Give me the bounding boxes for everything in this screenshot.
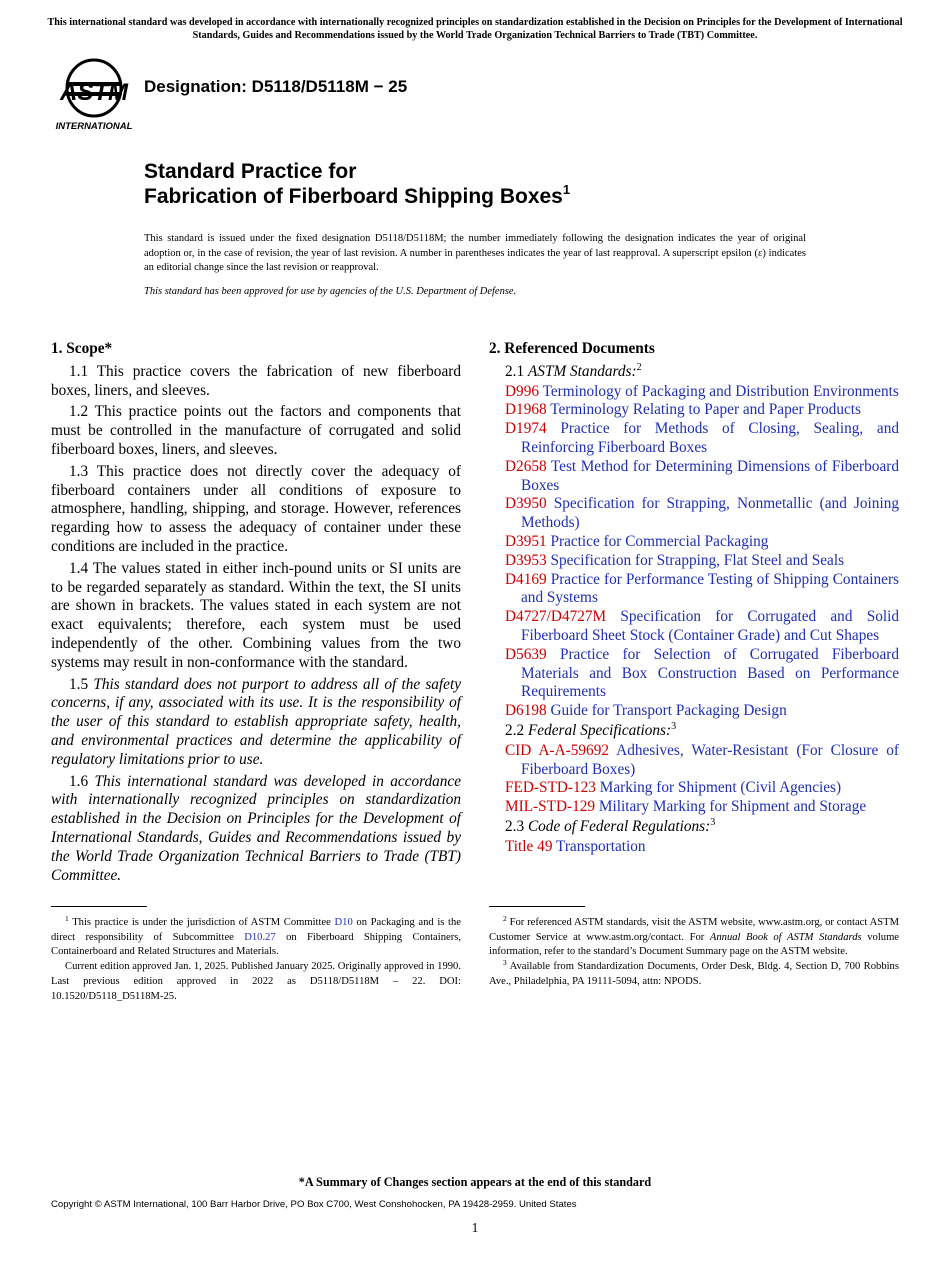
footnote-rule xyxy=(51,906,147,907)
footnote-text: on Fiberboard Shipping Containers, Containerboard and Related Structures and Materials. xyxy=(51,931,461,958)
reference-item xyxy=(489,401,899,420)
reference-item xyxy=(489,646,899,702)
designation: Designation: D5118/D5118M − 25 xyxy=(144,77,408,96)
reference-item xyxy=(489,495,899,533)
footnotes-left xyxy=(51,916,461,1004)
footnote-text: This practice is under the jurisdiction of ASTM Committee xyxy=(72,917,331,928)
reference-title-link[interactable]: Practice for Performance Testing of Shipping Containers and Systems xyxy=(521,570,899,607)
footnote-mark: 1 xyxy=(65,914,69,923)
reference-code-link[interactable]: D2658 xyxy=(505,457,547,475)
scope-heading: 1. Scope* xyxy=(51,340,113,357)
subsection-label: Code of Federal Regulations: xyxy=(527,817,711,835)
footnote-text: Available from Standardization Documents, Order Desk, Bldg. 4, Section D, 700 Robbins Ave., Philadelphia, PA 19111-5094, attn: NPODS. xyxy=(489,961,899,987)
reference-title-link[interactable]: Practice for Commercial Packaging xyxy=(550,532,769,550)
reference-item xyxy=(489,702,899,721)
footnote-text: For referenced ASTM standards, visit the ASTM website, www.astm.org, or contact ASTM Customer Service at www.astm.org/contact. For xyxy=(489,917,899,943)
footnotes-right xyxy=(489,916,899,990)
reference-code-link[interactable]: D5639 xyxy=(505,645,547,663)
scope-para: 1.3 This practice does not directly cover the adequacy of fiberboard containers under all conditions of exposure to atmosphere, handling, shipping, and storage. However, references regarding how to assess the adequacy of container under these conditions are included in the practice. xyxy=(51,462,461,555)
reference-code-link[interactable]: CID A-A-59692 xyxy=(505,741,609,759)
reference-code-link[interactable]: MIL-STD-129 xyxy=(505,798,596,816)
federal-reference-list xyxy=(489,742,899,817)
footnote-2 xyxy=(489,916,899,960)
reference-title-link[interactable]: Transportation xyxy=(556,837,646,855)
astm-logo xyxy=(53,54,135,132)
copyright: Copyright © ASTM International, 100 Barr Harbor Drive, PO Box C700, West Conshohocken, PA 19428-2959. United States xyxy=(51,1199,577,1210)
footnote-text: on Packaging and is the direct responsibility of Subcommittee xyxy=(51,917,462,943)
reference-title-link[interactable]: Guide for Transport Packaging Design xyxy=(550,702,787,720)
title-line-2 xyxy=(144,184,570,209)
footnote-mark: 3 xyxy=(503,958,507,968)
subsection-label: Federal Specifications: xyxy=(527,721,672,739)
footnote-mark[interactable]: 2 xyxy=(636,361,642,373)
reference-code-link[interactable]: D4169 xyxy=(505,570,547,588)
federal-specs-label xyxy=(489,722,899,741)
subsection-label: ASTM Standards: xyxy=(527,362,637,380)
logo-subtext: INTERNATIONAL xyxy=(55,121,133,132)
document-title xyxy=(144,159,570,209)
reference-item xyxy=(489,383,899,402)
reference-title-link[interactable]: Marking for Shipment (Civil Agencies) xyxy=(599,779,842,797)
footnote-text: volume information, refer to the standard’s Document Summary page on the ASTM website. xyxy=(489,931,900,958)
subsection-number: 2.2 xyxy=(505,721,525,739)
logo-text: ASTM xyxy=(60,79,128,106)
reference-item xyxy=(489,838,899,857)
footnote-italic: Annual Book of ASTM Standards xyxy=(709,931,862,943)
reference-item xyxy=(489,552,899,571)
subsection-number: 2.3 xyxy=(505,817,525,835)
reference-code-link[interactable]: D3950 xyxy=(505,495,547,513)
committee-link[interactable]: D10 xyxy=(334,917,353,928)
footnote-rule xyxy=(489,906,585,907)
reference-code-link[interactable]: FED-STD-123 xyxy=(505,779,596,797)
reference-code-link[interactable]: Title 49 xyxy=(505,837,553,855)
scope-para: 1.1 This practice covers the fabrication of new fiberboard boxes, liners, and sleeves. xyxy=(51,362,461,399)
reference-title-link[interactable]: Military Marking for Shipment and Storage xyxy=(598,798,867,816)
reference-item xyxy=(489,533,899,552)
reference-item xyxy=(489,458,899,496)
reference-title-link[interactable]: Specification for Corrugated and Solid Fiberboard Sheet Stock (Container Grade) and Cut Shapes xyxy=(521,608,900,644)
title-line-1: Standard Practice for xyxy=(144,160,357,183)
footnote-1 xyxy=(51,916,461,960)
reference-title-link[interactable]: Practice for Methods of Closing, Sealing, and Reinforcing Fiberboard Boxes xyxy=(521,420,900,456)
footnote-mark[interactable]: 3 xyxy=(710,816,716,828)
safety-text: This standard does not purport to address all of the safety concerns, if any, associated with its use. It is the responsibility of the user of this standard to establish appropriate safety, health, and environmental practices and determine the applicability of regulatory limitations prior to use. xyxy=(51,675,461,768)
scope-para-wto xyxy=(51,773,461,886)
reference-code-link[interactable]: D1974 xyxy=(505,420,547,438)
issuance-note: This standard is issued under the fixed designation D5118/D5118M; the number immediately following the designation indicates the year of original adoption or, in the case of revision, the year of last revision. A number in parentheses indicates the year of last reapproval. A superscript epsilon (ε) indicates an editorial change since the last revision or reapproval. xyxy=(144,233,806,273)
reference-code-link[interactable]: D1968 xyxy=(505,401,547,419)
top-notice: This international standard was developed in accordance with internationally recognized principles on standardization established in the Decision on Principles for the Development of International Standards, Guides and Recommendations issued by the World Trade Organization Technical Barriers to Trade (TBT) Committee. xyxy=(47,17,903,41)
subsection-number: 2.1 xyxy=(505,362,525,380)
reference-title-link[interactable]: Practice for Selection of Corrugated Fiberboard Materials and Box Construction Based on Performance Requirements xyxy=(521,645,899,701)
reference-item xyxy=(489,571,899,609)
reference-code-link[interactable]: D3953 xyxy=(505,551,547,569)
page-number: 1 xyxy=(471,1220,479,1235)
reference-item xyxy=(489,742,899,780)
reference-title-link[interactable]: Specification for Strapping, Nonmetallic (and Joining Methods) xyxy=(521,495,899,532)
reference-title-link[interactable]: Terminology Relating to Paper and Paper Products xyxy=(550,401,861,419)
subcommittee-link[interactable]: D10.27 xyxy=(244,931,276,943)
reference-code-link[interactable]: D3951 xyxy=(505,532,547,550)
reference-item xyxy=(489,798,899,817)
astm-standards-label xyxy=(489,363,899,382)
reference-title-link[interactable]: Test Method for Determining Dimensions of Fiberboard Boxes xyxy=(521,457,899,494)
reference-title-link[interactable]: Adhesives, Water-Resistant (For Closure of Fiberboard Boxes) xyxy=(521,741,899,778)
referenced-heading: 2. Referenced Documents xyxy=(489,340,655,357)
footnote-mark: 2 xyxy=(503,914,507,923)
wto-text: This international standard was developed in accordance with internationally recognized principles on standardization established in the Decision on Principles for the Development of International Standards, Guides and Recommendations issued by the World Trade Organization Technical Barriers to Trade (TBT) Committee. xyxy=(51,772,462,884)
footnote-mark[interactable]: 3 xyxy=(671,720,677,732)
scope-para-safety xyxy=(51,676,461,770)
title-footnote-mark[interactable]: 1 xyxy=(562,182,571,197)
reference-item xyxy=(489,779,899,798)
right-column xyxy=(489,340,899,857)
summary-of-changes-note: *A Summary of Changes section appears at the end of this standard xyxy=(298,1175,652,1189)
reference-title-link[interactable]: Terminology of Packaging and Distribution Environments xyxy=(542,382,899,400)
reference-title-link[interactable]: Specification for Strapping, Flat Steel and Seals xyxy=(550,551,845,569)
edition-note: Current edition approved Jan. 1, 2025. Published January 2025. Originally approved in 1990. Last previous edition approved in 2022 as D5118/D5118M – 22. DOI: 10.1520/D5118_D5118M-25. xyxy=(51,961,461,1002)
reference-code-link[interactable]: D4727/D4727M xyxy=(505,608,607,626)
footnote-3 xyxy=(489,960,899,989)
para-number: 1.6 xyxy=(69,772,89,790)
cfr-reference-list xyxy=(489,838,899,857)
reference-code-link[interactable]: D996 xyxy=(505,382,539,400)
para-number: 1.5 xyxy=(69,675,89,693)
reference-item xyxy=(489,420,899,458)
title-main: Fabrication of Fiberboard Shipping Boxes xyxy=(144,185,563,208)
scope-para: 1.2 This practice points out the factors and components that must be controlled in the manufacture of corrugated and solid fiberboard boxes, liners, and sleeves. xyxy=(51,403,461,458)
astm-reference-list xyxy=(489,383,899,721)
left-column xyxy=(51,340,461,888)
cfr-label xyxy=(489,818,899,837)
scope-para: 1.4 The values stated in either inch-pound units or SI units are to be regarded separately as standard. Within the text, the SI units are shown in brackets. The values stated in each system are not exact equivalents; therefore, each system must be used independently of the other. Combining values from the two systems may result in non-conformance with the standard. xyxy=(51,559,461,671)
dod-note: This standard has been approved for use by agencies of the U.S. Department of Defense. xyxy=(144,286,517,297)
reference-item xyxy=(489,608,899,646)
reference-code-link[interactable]: D6198 xyxy=(505,702,547,720)
